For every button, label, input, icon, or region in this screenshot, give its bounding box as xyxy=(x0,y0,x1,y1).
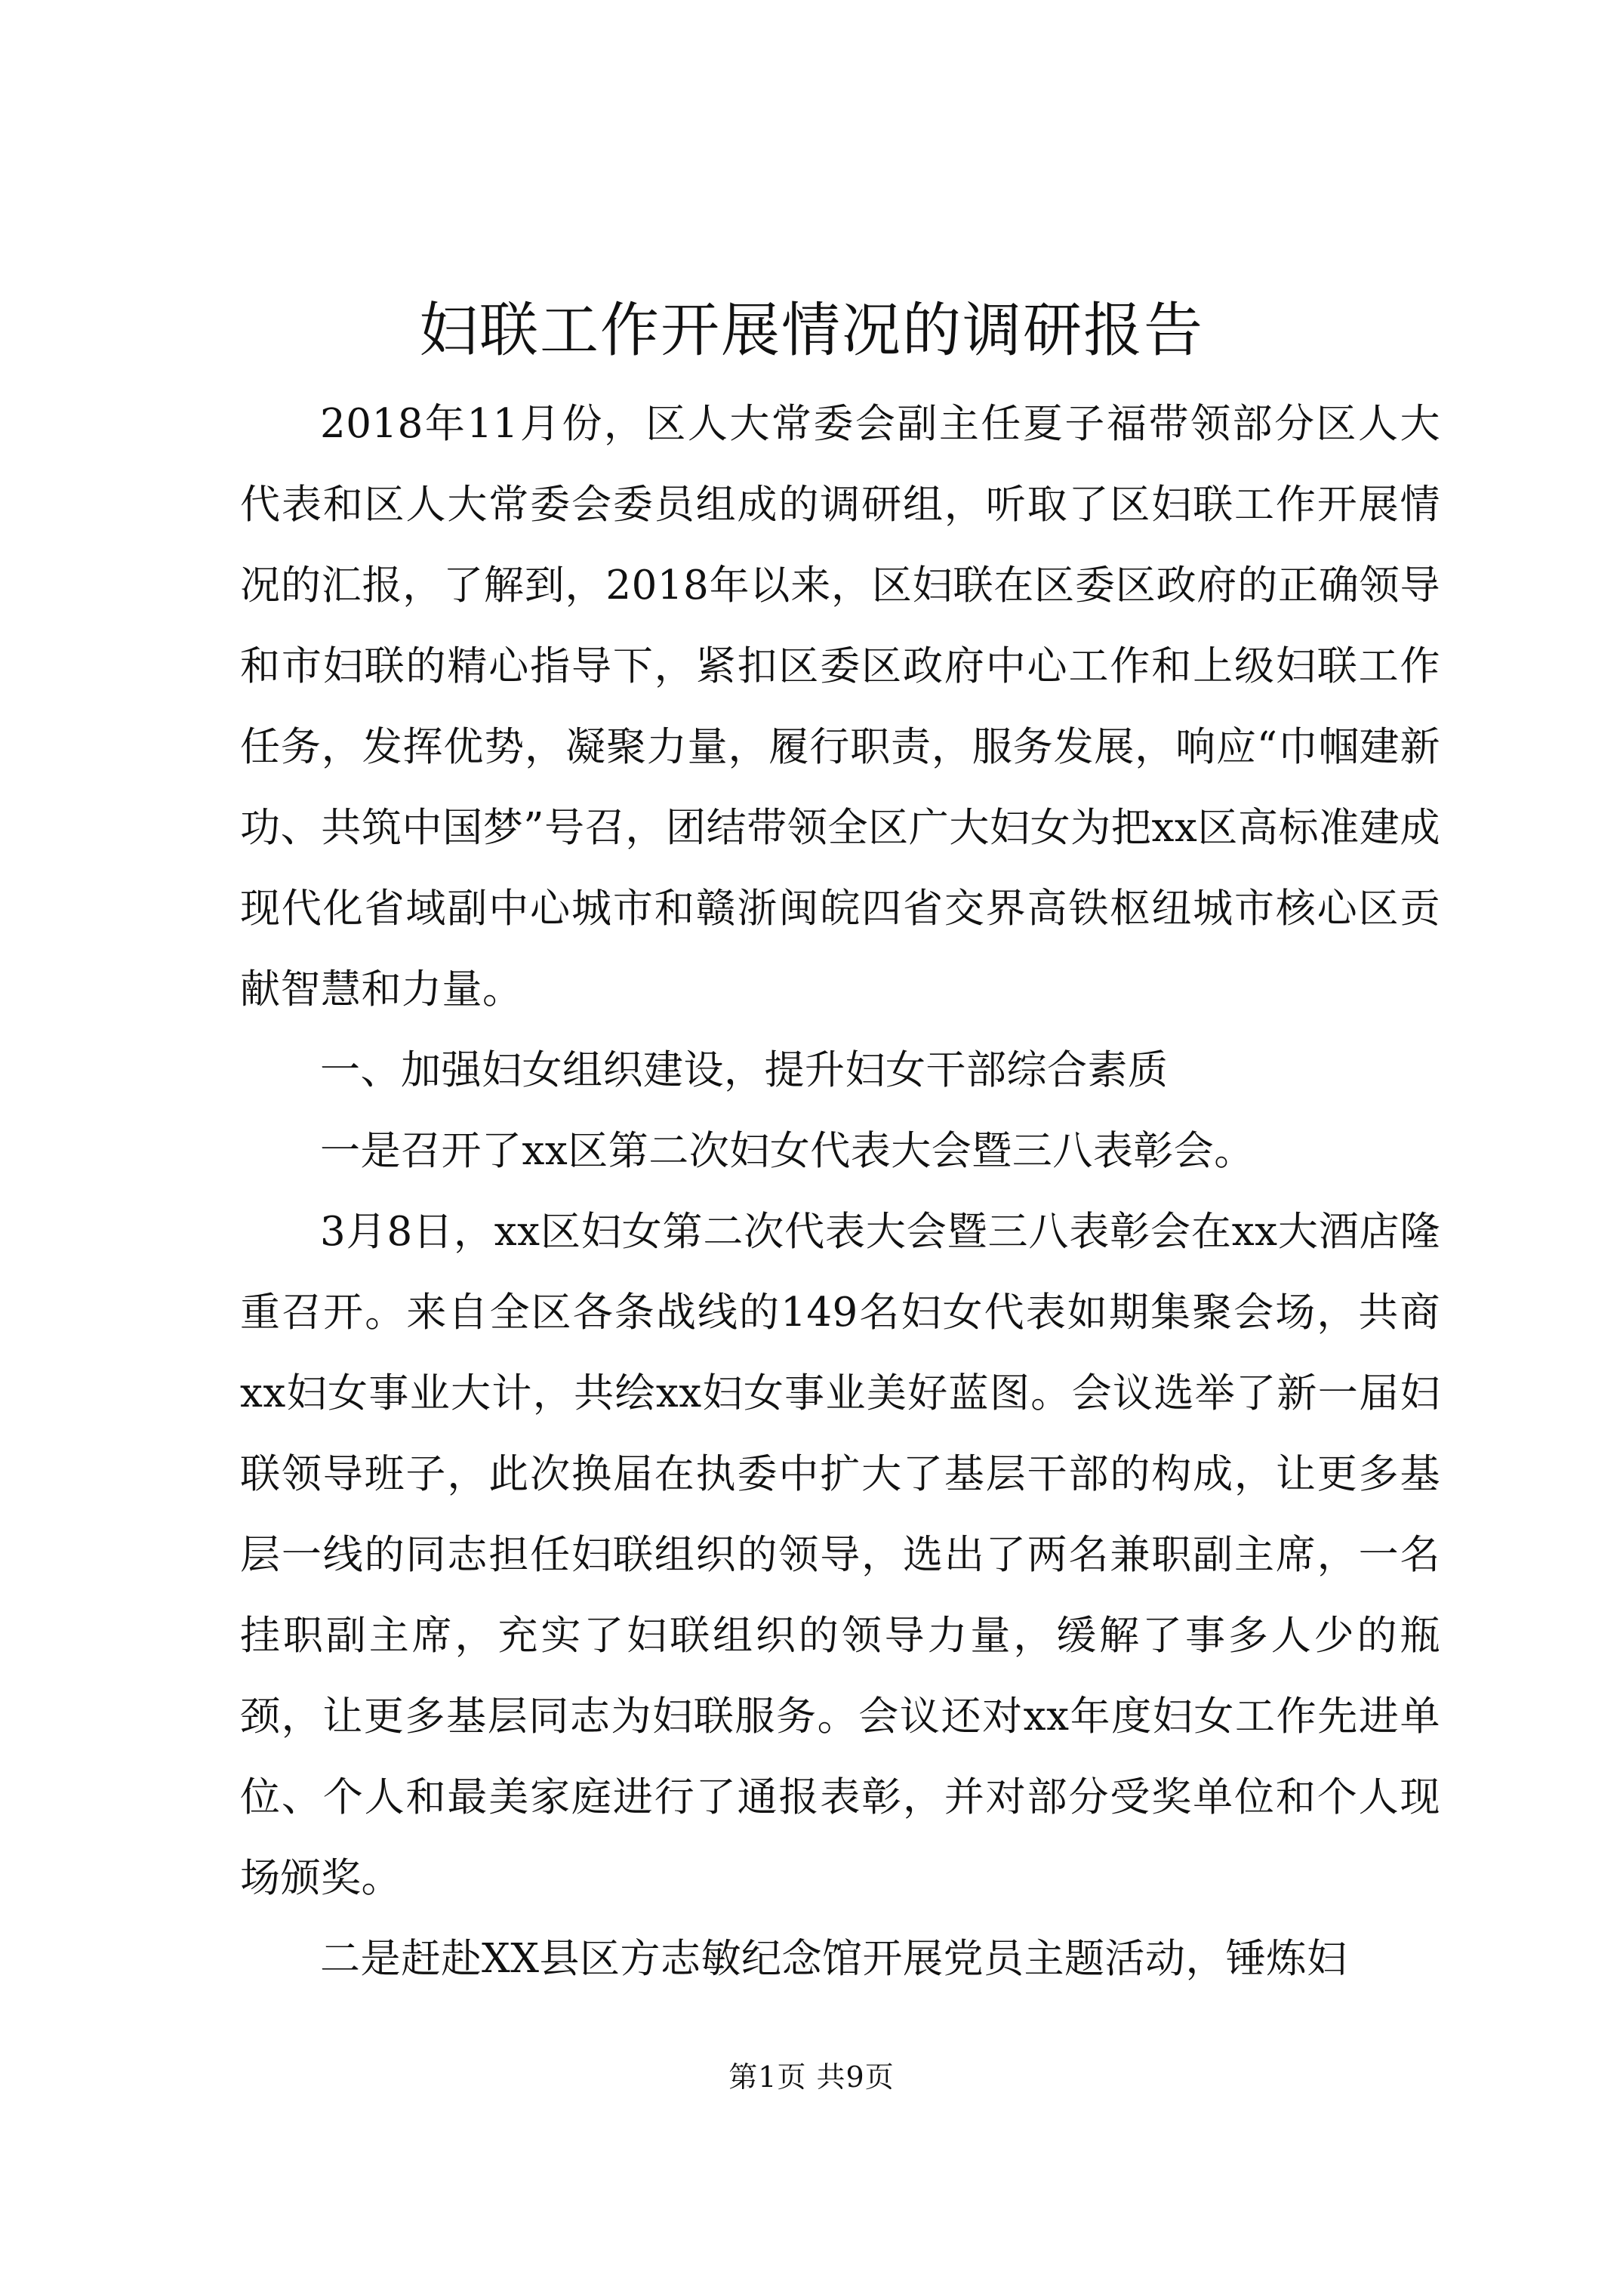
section-heading-1: 一、加强妇女组织建设，提升妇女干部综合素质 xyxy=(320,1047,1169,1093)
paragraph-point-1: 一是召开了xx区第二次妇女代表大会暨三八表彰会。 xyxy=(320,1128,1255,1174)
paragraph-meeting-details: 3月8日，xx区妇女第二次代表大会暨三八表彰会在xx大酒店隆重召开。来自全区各条战线的149名妇女代表如期集聚会场，共商xx妇女事业大计，共绘xx妇女事业美好蓝图。会议选举了新一届妇联领导班子，此次换届在执委中扩大了基层干部的构成，让更多基层一线的同志担任妇联组织的领导，选出了两名兼职副主席，一名挂职副主席，充实了妇联组织的领导力量，缓解了事多人少的瓶颈，让更多基层同志为妇联服务。会议还对xx年度妇女工作先进单位、个人和最美家庭进行了通报表彰，并对部分受奖单位和个人现场颁奖。 xyxy=(240,1209,1440,1901)
document-body xyxy=(240,384,1440,1999)
paragraph-point-2: 二是赶赴XX县区方志敏纪念馆开展党员主题活动，锤炼妇 xyxy=(320,1936,1347,1982)
document-title: 妇联工作开展情况的调研报告 xyxy=(418,297,1204,365)
paragraph-intro: 2018年11月份，区人大常委会副主任夏子福带领部分区人大代表和区人大常委会委员组成的调研组，听取了区妇联工作开展情况的汇报，了解到，2018年以来，区妇联在区委区政府的正确领导和市妇联的精心指导下，紧扣区委区政府中心工作和上级妇联工作任务，发挥优势，凝聚力量，履行职责，服务发展，响应“巾帼建新功、共筑中国梦”号召，团结带领全区广大妇女为把xx区高标准建成现代化省域副中心城市和赣浙闽皖四省交界高铁枢纽城市核心区贡献智慧和力量。 xyxy=(240,401,1440,1012)
page-footer: 第1页 共9页 xyxy=(728,2060,895,2094)
